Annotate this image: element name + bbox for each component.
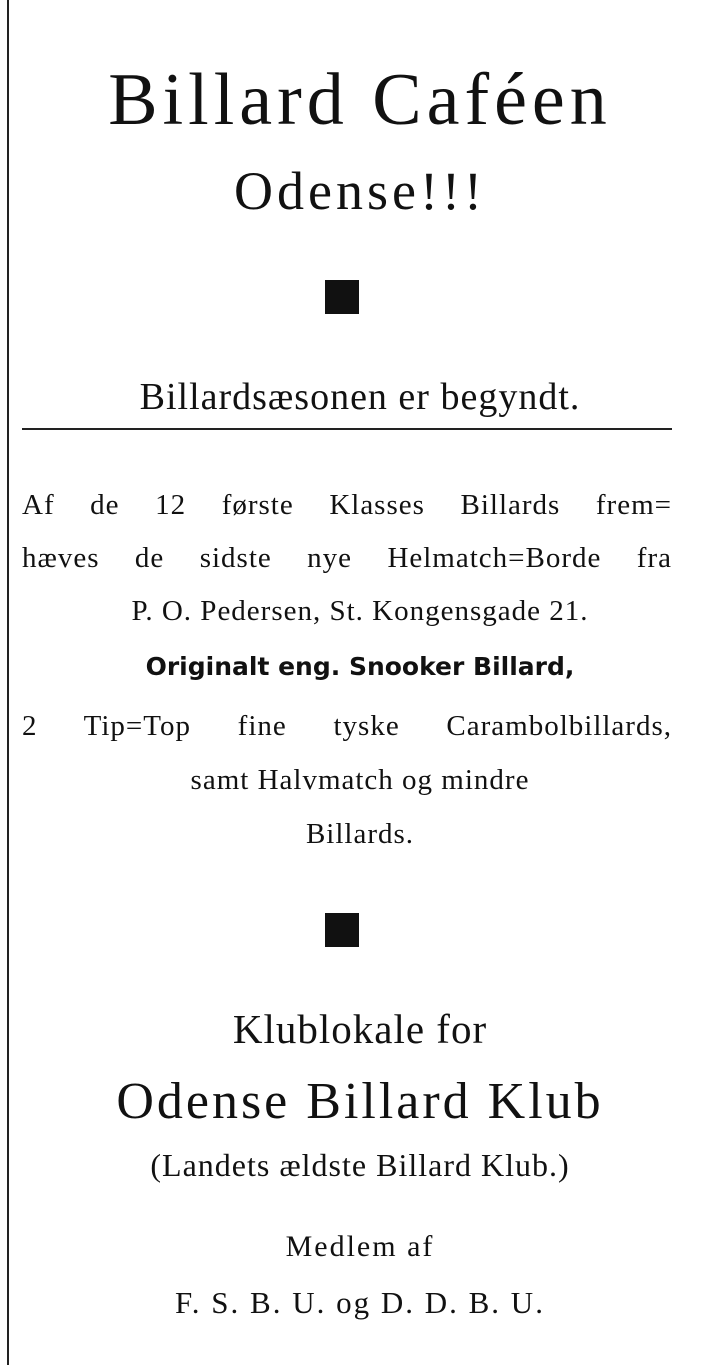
description-line: Af de 12 første Klasses Billards frem= (22, 489, 672, 521)
description-line: P. O. Pedersen, St. Kongensgade 21. (131, 595, 589, 627)
description-line: 2 Tip=Top fine tyske Carambolbillards, (22, 710, 672, 742)
season-heading: Billardsæsonen er begyndt. (139, 376, 581, 418)
snooker-highlight: Originalt eng. Snooker Billard, (145, 652, 575, 681)
club-intro: Klublokale for (232, 1006, 488, 1052)
description-line: hæves de sidste nye Helmatch=Borde fra (22, 542, 672, 574)
heading-underline (22, 428, 672, 430)
description-line: Billards. (305, 818, 415, 850)
club-note: (Landets ældste Billard Klub.) (150, 1147, 570, 1183)
left-border-rule (7, 0, 9, 1365)
advertisement (10, 0, 710, 1365)
membership-unions: F. S. B. U. og D. D. B. U. (175, 1285, 545, 1320)
membership-label: Medlem af (285, 1230, 435, 1263)
square-bullet-icon (325, 280, 359, 314)
club-name: Odense Billard Klub (116, 1073, 604, 1130)
square-bullet-icon (325, 913, 359, 947)
description-line: samt Halvmatch og mindre (190, 764, 530, 796)
ad-title: Billard Caféen (108, 59, 612, 141)
ad-subtitle: Odense!!! (234, 161, 486, 221)
